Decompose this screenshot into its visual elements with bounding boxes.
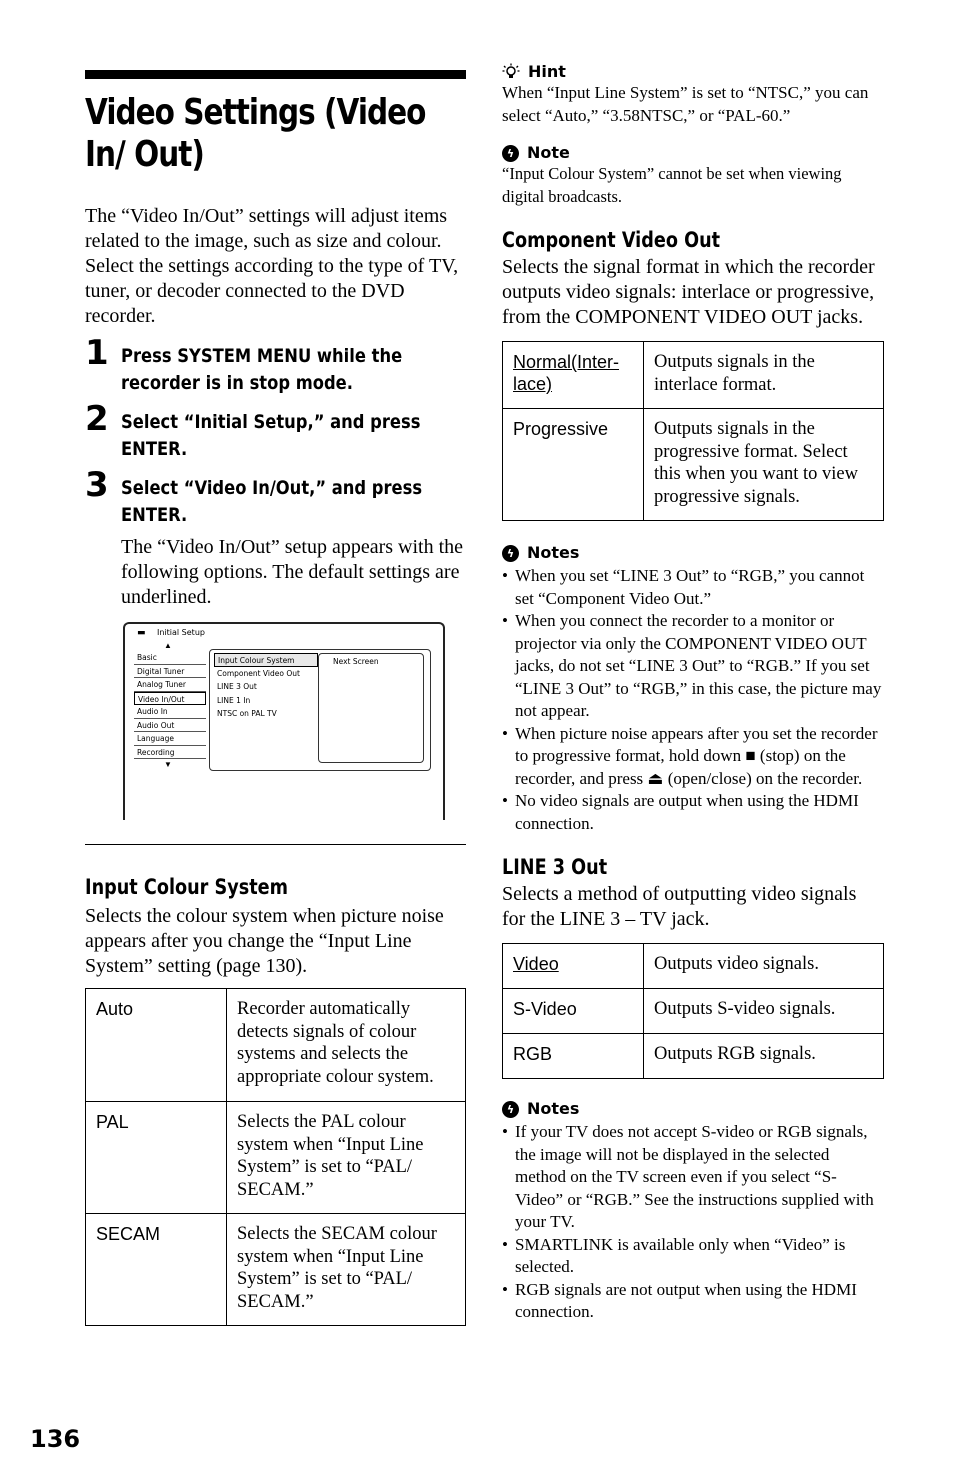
scroll-down-arrow-icon: ▼ bbox=[164, 760, 172, 769]
step-number: 1 bbox=[85, 333, 109, 373]
table-row bbox=[503, 342, 884, 409]
option-name: Video bbox=[503, 944, 644, 989]
option-name: Normal(Inter- lace) bbox=[503, 342, 644, 409]
notes-label: Notes bbox=[527, 543, 580, 562]
list-item: • RGB signals are not output when using the HDMI connection. bbox=[502, 1279, 884, 1324]
list-item: • When you connect the recorder to a monitor or projector via only the COMPONENT VIDEO OUT jacks, do not set “LINE 3 Out” to “RGB.” If you set “LINE 3 Out” to “RGB,” in this case, the picture may not appear. bbox=[502, 610, 884, 723]
option-name: Auto bbox=[86, 989, 227, 1102]
left-column bbox=[85, 70, 466, 1326]
option-desc: Outputs S-video signals. bbox=[644, 989, 884, 1034]
option-desc: Outputs signals in the interlace format. bbox=[644, 342, 884, 409]
menu-item-audio-out: Audio Out bbox=[134, 719, 206, 733]
screen-header bbox=[137, 628, 257, 640]
table-row bbox=[503, 944, 884, 989]
component-table bbox=[502, 341, 884, 521]
menu-item-digital-tuner: Digital Tuner bbox=[134, 665, 206, 679]
option-name: Progressive bbox=[503, 409, 644, 521]
option-line-3-out: LINE 3 Out bbox=[217, 682, 257, 691]
option-desc: Selects the PAL colour system when “Input Line System” is set to “PAL/ SECAM.” bbox=[227, 1102, 466, 1214]
option-desc: Outputs signals in the progressive format. Select this when you want to view progressive signals. bbox=[644, 409, 884, 521]
options-list bbox=[214, 653, 318, 721]
step-number: 3 bbox=[85, 465, 109, 505]
menu-item-video-in-out: Video In/Out bbox=[134, 692, 206, 706]
section-divider bbox=[85, 844, 466, 845]
input-colour-table bbox=[85, 988, 466, 1326]
page-title: Video Settings (Video In/ Out) bbox=[85, 92, 426, 175]
option-desc: Outputs video signals. bbox=[644, 944, 884, 989]
line3-desc: Selects a method of outputting video signals for the LINE 3 – TV jack. bbox=[502, 883, 857, 930]
table-row bbox=[503, 989, 884, 1034]
step-title: Select “Initial Setup,” and press ENTER. bbox=[121, 411, 421, 460]
title-rule bbox=[85, 70, 466, 79]
note-icon: ϟ bbox=[502, 1101, 519, 1118]
hint-header bbox=[502, 62, 884, 82]
notes-label: Notes bbox=[527, 1099, 580, 1118]
list-item: • When picture noise appears after you set the recorder to progressive format, hold down ■ (stop) on the recorder, and press ⏏ (open/close) on the recorder. bbox=[502, 723, 884, 791]
screen-title: Initial Setup bbox=[157, 628, 205, 637]
option-ntsc-on-pal-tv: NTSC on PAL TV bbox=[217, 709, 277, 718]
option-input-colour-system: Input Colour System bbox=[214, 653, 318, 667]
option-name: S-Video bbox=[503, 989, 644, 1034]
component-notes-list bbox=[502, 565, 884, 835]
toolbox-icon: ▬ bbox=[137, 628, 146, 638]
line3-notes-list bbox=[502, 1121, 884, 1324]
input-colour-heading: Input Colour System bbox=[85, 875, 288, 899]
option-name: PAL bbox=[86, 1102, 227, 1214]
input-colour-desc: Selects the colour system when picture noise appears after you change the “Input Line System” setting (page 130). bbox=[85, 905, 444, 977]
right-column bbox=[502, 62, 884, 1324]
scroll-up-arrow-icon: ▲ bbox=[164, 641, 172, 650]
screen-options-panel bbox=[209, 649, 431, 771]
note-icon: ϟ bbox=[502, 545, 519, 562]
hint-label: Hint bbox=[528, 62, 566, 81]
option-name: SECAM bbox=[86, 1214, 227, 1326]
option-desc: Recorder automatically detects signals of colour systems and selects the appropriate colour system. bbox=[227, 989, 466, 1102]
option-desc: Selects the SECAM colour system when “Input Line System” is set to “PAL/ SECAM.” bbox=[227, 1214, 466, 1326]
table-row bbox=[86, 989, 466, 1102]
list-item: • When you set “LINE 3 Out” to “RGB,” you cannot set “Component Video Out.” bbox=[502, 565, 884, 610]
step-body: The “Video In/Out” setup appears with the following options. The default settings are underlined. bbox=[121, 536, 464, 608]
screen-left-menu bbox=[134, 651, 206, 759]
table-row bbox=[86, 1102, 466, 1214]
next-screen-label: Next Screen bbox=[333, 657, 379, 666]
note-text: “Input Colour System” cannot be set when viewing digital broadcasts. bbox=[502, 164, 842, 206]
line3-table bbox=[502, 943, 884, 1079]
note-label: Note bbox=[527, 143, 570, 162]
menu-item-recording: Recording bbox=[134, 746, 206, 760]
menu-item-language: Language bbox=[134, 732, 206, 746]
next-screen-panel bbox=[318, 653, 424, 763]
component-heading: Component Video Out bbox=[502, 228, 721, 252]
list-item: • SMARTLINK is available only when “Video” is selected. bbox=[502, 1234, 884, 1279]
setup-screen-illustration bbox=[123, 622, 443, 818]
step-1 bbox=[85, 333, 466, 397]
note-header bbox=[502, 143, 884, 163]
step-title: Select “Video In/Out,” and press ENTER. bbox=[121, 477, 423, 526]
table-row bbox=[86, 1214, 466, 1326]
notes-header bbox=[502, 543, 884, 563]
menu-item-basic: Basic bbox=[134, 651, 206, 665]
list-item: • If your TV does not accept S-video or RGB signals, the image will not be displayed in the selected method on the TV screen even if you select “S-Video” or “RGB.” See the instructions supplied with your TV. bbox=[502, 1121, 884, 1234]
note-icon: ϟ bbox=[502, 145, 519, 162]
hint-text: When “Input Line System” is set to “NTSC,” you can select “Auto,” “3.58NTSC,” or “PAL-60.” bbox=[502, 83, 869, 125]
step-2 bbox=[85, 399, 466, 463]
table-row bbox=[503, 1034, 884, 1079]
page-number: 136 bbox=[30, 1425, 81, 1453]
menu-item-audio-in: Audio In bbox=[134, 705, 206, 719]
menu-item-analog-tuner: Analog Tuner bbox=[134, 678, 206, 692]
list-item: • No video signals are output when using the HDMI connection. bbox=[502, 790, 884, 835]
step-number: 2 bbox=[85, 399, 109, 439]
component-desc: Selects the signal format in which the recorder outputs video signals: interlace or progressive, from the COMPONENT VIDEO OUT jacks. bbox=[502, 256, 875, 328]
line3-heading: LINE 3 Out bbox=[502, 855, 608, 879]
option-name: RGB bbox=[503, 1034, 644, 1079]
notes-header bbox=[502, 1099, 884, 1119]
step-title: Press SYSTEM MENU while the recorder is in stop mode. bbox=[121, 345, 403, 394]
option-line-1-in: LINE 1 In bbox=[217, 695, 251, 705]
option-component-video-out: Component Video Out bbox=[217, 668, 300, 678]
table-row bbox=[503, 409, 884, 521]
step-3 bbox=[85, 465, 466, 610]
intro-paragraph: The “Video In/Out” settings will adjust items related to the image, such as size and colour. Select the settings according to the type of TV, tuner, or decoder connected to the DVD recorder. bbox=[85, 205, 459, 327]
option-desc: Outputs RGB signals. bbox=[644, 1034, 884, 1079]
lightbulb-icon bbox=[502, 63, 520, 81]
